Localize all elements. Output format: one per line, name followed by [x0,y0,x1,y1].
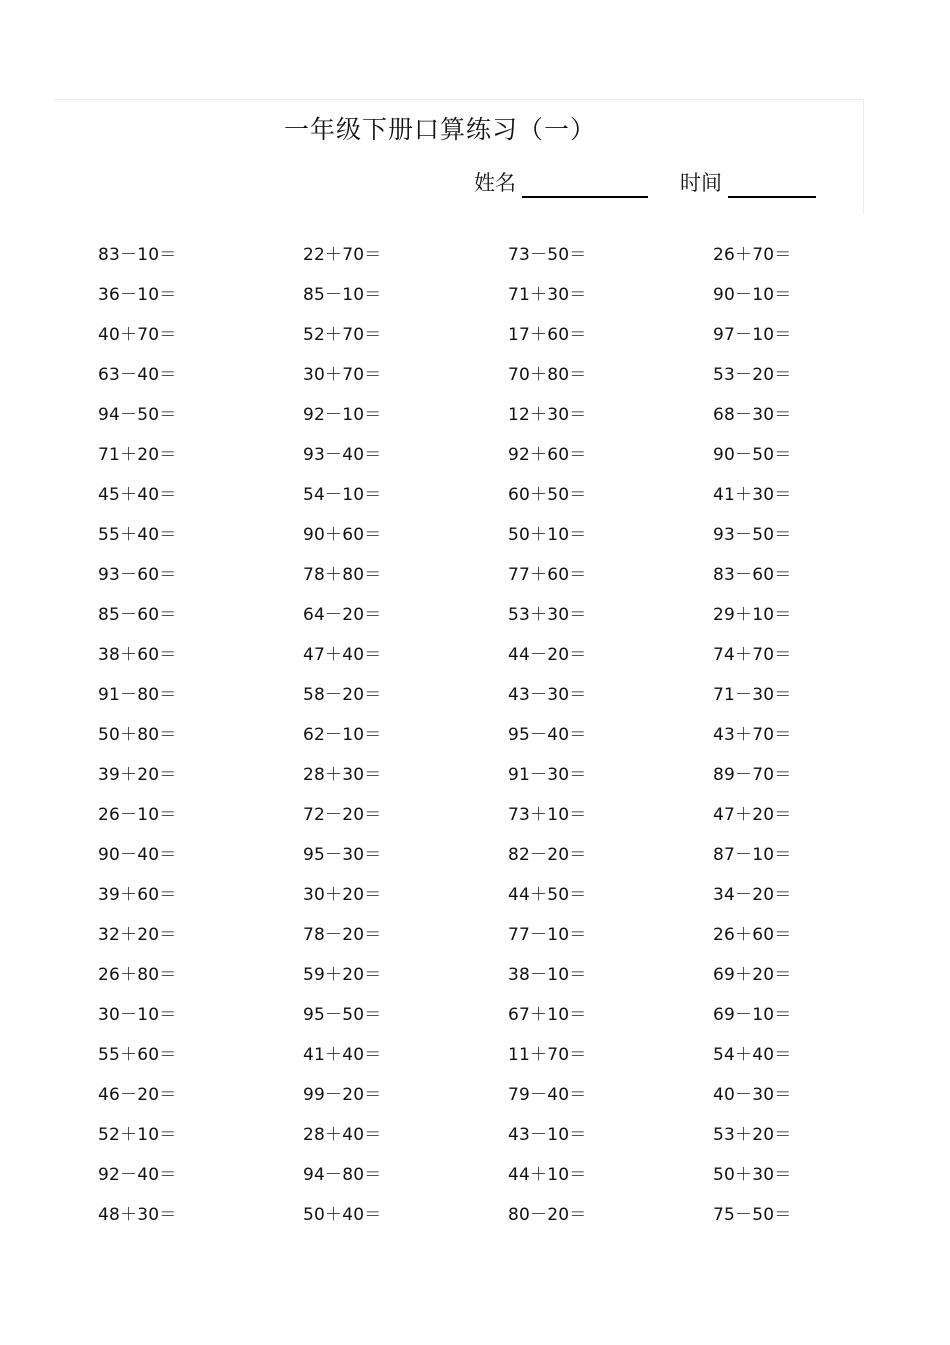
math-problem: 39＋20＝ [98,765,177,785]
math-problem: 93－40＝ [303,445,382,465]
math-problem: 41＋40＝ [303,1045,382,1065]
math-problem: 26－10＝ [98,805,177,825]
math-problem: 69＋20＝ [713,965,792,985]
math-problem: 26＋80＝ [98,965,177,985]
math-problem: 90＋60＝ [303,525,382,545]
math-problem: 28＋30＝ [303,765,382,785]
math-problem: 53＋30＝ [508,605,587,625]
math-problem: 73＋10＝ [508,805,587,825]
math-problem: 54－10＝ [303,485,382,505]
math-problem: 68－30＝ [713,405,792,425]
time-field [680,168,816,198]
math-problem: 53＋20＝ [713,1125,792,1145]
math-problem: 41＋30＝ [713,485,792,505]
math-problem: 44＋50＝ [508,885,587,905]
problem-grid [98,241,918,1241]
math-problem: 83－10＝ [98,245,177,265]
math-problem: 26＋70＝ [713,245,792,265]
math-problem: 55＋60＝ [98,1045,177,1065]
name-field [474,168,648,198]
math-problem: 64－20＝ [303,605,382,625]
math-problem: 22＋70＝ [303,245,382,265]
math-problem: 39＋60＝ [98,885,177,905]
math-problem: 78＋80＝ [303,565,382,585]
math-problem: 71＋20＝ [98,445,177,465]
math-problem: 58－20＝ [303,685,382,705]
math-problem: 43＋70＝ [713,725,792,745]
math-problem: 77＋60＝ [508,565,587,585]
math-problem: 90－40＝ [98,845,177,865]
math-problem: 72－20＝ [303,805,382,825]
math-problem: 46－20＝ [98,1085,177,1105]
math-problem: 17＋60＝ [508,325,587,345]
math-problem: 30＋70＝ [303,365,382,385]
math-problem: 44－20＝ [508,645,587,665]
math-problem: 92－40＝ [98,1165,177,1185]
math-problem: 12＋30＝ [508,405,587,425]
math-problem: 36－10＝ [98,285,177,305]
math-problem: 67＋10＝ [508,1005,587,1025]
math-problem: 53－20＝ [713,365,792,385]
math-problem: 87－10＝ [713,845,792,865]
math-problem: 95－50＝ [303,1005,382,1025]
header-top-rule [54,99,864,100]
name-blank-line[interactable] [522,170,648,198]
math-problem: 40＋70＝ [98,325,177,345]
math-problem: 62－10＝ [303,725,382,745]
math-problem: 47＋20＝ [713,805,792,825]
math-problem: 92＋60＝ [508,445,587,465]
time-label: 时间 [680,171,722,195]
math-problem: 32＋20＝ [98,925,177,945]
math-problem: 63－40＝ [98,365,177,385]
math-problem: 73－50＝ [508,245,587,265]
math-problem: 50＋30＝ [713,1165,792,1185]
math-problem: 93－50＝ [713,525,792,545]
math-problem: 93－60＝ [98,565,177,585]
math-problem: 79－40＝ [508,1085,587,1105]
math-problem: 50＋80＝ [98,725,177,745]
math-problem: 91－80＝ [98,685,177,705]
math-problem: 40－30＝ [713,1085,792,1105]
math-problem: 80－20＝ [508,1205,587,1225]
math-problem: 30＋20＝ [303,885,382,905]
math-problem: 38＋60＝ [98,645,177,665]
math-problem: 90－10＝ [713,285,792,305]
math-problem: 29＋10＝ [713,605,792,625]
math-problem: 94－80＝ [303,1165,382,1185]
math-problem: 78－20＝ [303,925,382,945]
math-problem: 52＋10＝ [98,1125,177,1145]
math-problem: 92－10＝ [303,405,382,425]
math-problem: 28＋40＝ [303,1125,382,1145]
math-problem: 45＋40＝ [98,485,177,505]
math-problem: 94－50＝ [98,405,177,425]
math-problem: 99－20＝ [303,1085,382,1105]
math-problem: 70＋80＝ [508,365,587,385]
math-problem: 26＋60＝ [713,925,792,945]
math-problem: 38－10＝ [508,965,587,985]
math-problem: 48＋30＝ [98,1205,177,1225]
math-problem: 50＋10＝ [508,525,587,545]
math-problem: 85－10＝ [303,285,382,305]
math-problem: 95－30＝ [303,845,382,865]
math-problem: 90－50＝ [713,445,792,465]
page-title: 一年级下册口算练习（一） [283,115,596,144]
math-problem: 55＋40＝ [98,525,177,545]
math-problem: 77－10＝ [508,925,587,945]
math-problem: 71＋30＝ [508,285,587,305]
math-problem: 75－50＝ [713,1205,792,1225]
math-problem: 11＋70＝ [508,1045,587,1065]
math-problem: 69－10＝ [713,1005,792,1025]
math-problem: 82－20＝ [508,845,587,865]
math-problem: 50＋40＝ [303,1205,382,1225]
math-problem: 89－70＝ [713,765,792,785]
math-problem: 74＋70＝ [713,645,792,665]
math-problem: 43－10＝ [508,1125,587,1145]
math-problem: 44＋10＝ [508,1165,587,1185]
math-problem: 59＋20＝ [303,965,382,985]
math-problem: 47＋40＝ [303,645,382,665]
name-label: 姓名 [474,171,516,195]
math-problem: 43－30＝ [508,685,587,705]
math-problem: 83－60＝ [713,565,792,585]
math-problem: 30－10＝ [98,1005,177,1025]
math-problem: 54＋40＝ [713,1045,792,1065]
math-problem: 71－30＝ [713,685,792,705]
math-problem: 60＋50＝ [508,485,587,505]
math-problem: 52＋70＝ [303,325,382,345]
time-blank-line[interactable] [728,170,816,198]
math-problem: 97－10＝ [713,325,792,345]
math-problem: 85－60＝ [98,605,177,625]
math-problem: 91－30＝ [508,765,587,785]
math-problem: 34－20＝ [713,885,792,905]
math-problem: 95－40＝ [508,725,587,745]
